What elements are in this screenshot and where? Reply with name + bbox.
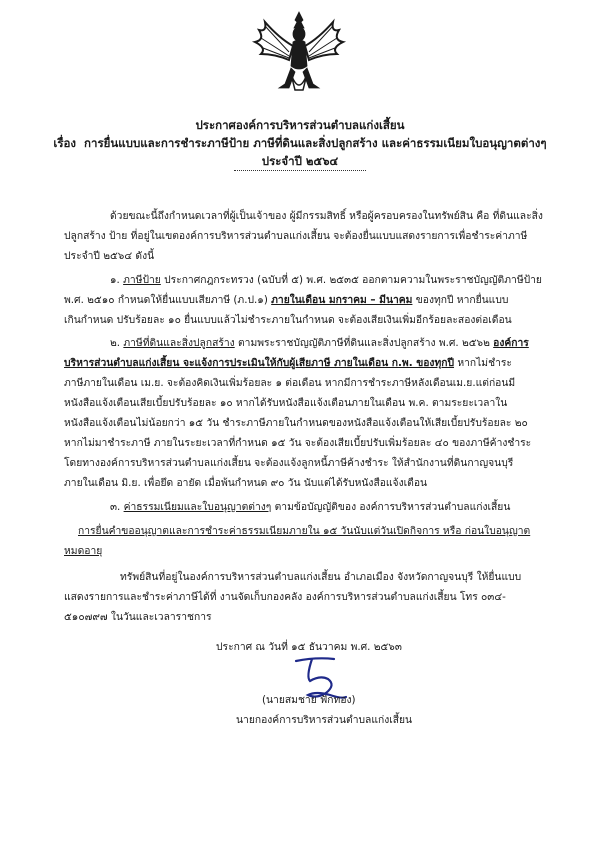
item2-line: ๒. ภาษีที่ดินและสิ่งปลูกสร้าง ตามพระราชบัญญัติภาษีที่ดินและสิ่งปลูกสร้าง พ.ศ. ๒๕๖๒ องค์การ bbox=[110, 337, 529, 349]
item1-period: ภายในเดือน มกราคม – มีนาคม bbox=[271, 294, 413, 306]
item3-line: การยื่นคำขออนุญาตและการชำระค่าธรรมเนียมภายใน ๑๕ วันนับแต่วันเปิดกิจการ หรือ ก่อนใบอนุญาต bbox=[78, 525, 531, 537]
announcement-subject bbox=[0, 134, 600, 152]
announcement-title: ประกาศองค์การบริหารส่วนตำบลแก่งเสี้ยน bbox=[195, 118, 405, 132]
header-divider bbox=[234, 170, 366, 171]
item2-line: หนังสือแจ้งเตือนเสียเบี้ยปรับร้อยละ ๑๐ หากได้รับหนังสือแจ้งเตือนภายในเดือน พ.ค. ตามระยะเวลาใน bbox=[64, 397, 508, 409]
announcement-year: ประจำปี ๒๕๖๔ bbox=[261, 154, 339, 168]
item2-line: หากไม่มาชำระภาษี ภายในระยะเวลาที่กำหนด ๑๕ วัน จะต้องเสียเบี้ยปรับเพิ่มร้อยละ ๔๐ ของภาษีค้างชำระ bbox=[64, 437, 532, 449]
item2-line: โดยทางองค์การบริหารส่วนตำบลแก่งเสี้ยน จะต้องแจ้งลูกหนี้ภาษีค้างชำระ ให้สำนักงานที่ดินกาญจนบุรี bbox=[64, 457, 514, 469]
item1-line: เกินกำหนด ปรับร้อยละ ๑๐ ยื่นแบบแล้วไม่ชำระภายในกำหนด จะต้องเสียเงินเพิ่มอีกร้อยละสองต่อเดือน bbox=[64, 314, 512, 326]
subject-label: เรื่อง bbox=[53, 136, 77, 150]
item2-line: ภาษีภายในเดือน เม.ย. จะต้องคิดเงินเพิ่มร้อยละ ๑ ต่อเดือน หากมีการชำระภาษีหลังเดือนเม.ย.แต่ก่อนมี bbox=[64, 377, 516, 389]
closing-line: ๕๑๐๗๙๗ ในวันและเวลาราชการ bbox=[64, 611, 212, 623]
item2-line: หนังสือแจ้งเตือนไม่น้อยกว่า ๑๕ วัน ชำระภาษีภายในกำหนดของหนังสือแจ้งเตือนให้เสียเบี้ยปรับร้อยละ ๒๐ bbox=[64, 417, 528, 429]
item3-label: ค่าธรรมเนียมและใบอนุญาตต่างๆ bbox=[123, 501, 272, 513]
closing-line: แสดงรายการและชำระค่าภาษีได้ที่ งานจัดเก็บกองคลัง องค์การบริหารส่วนตำบลแก่งเสี้ยน โทร ๐๓๔- bbox=[64, 591, 506, 603]
closing-line: ทรัพย์สินที่อยู่ในองค์การบริหารส่วนตำบลแก่งเสี้ยน อำเภอเมือง จังหวัดกาญจนบุรี ให้ยื่นแบบ bbox=[120, 571, 522, 583]
intro-line: ด้วยขณะนี้ถึงกำหนดเวลาที่ผู้เป็นเจ้าของ ผู้มีกรรมสิทธิ์ หรือผู้ครอบครองในทรัพย์สิน คือ ที่ดินและสิ่ง bbox=[110, 210, 543, 222]
announcement-date: ประกาศ ณ วันที่ ๑๕ ธันวาคม พ.ศ. ๒๕๖๓ bbox=[216, 641, 402, 653]
item3-line: ๓. ค่าธรรมเนียมและใบอนุญาตต่างๆ ตามข้อบัญญัติของ องค์การบริหารส่วนตำบลแก่งเสี้ยน bbox=[110, 501, 511, 513]
item2-line: ภายในเดือน มิ.ย. เพื่อยึด อายัด เมื่อพ้นกำหนด ๙๐ วัน นับแต่ได้รับหนังสือแจ้งเตือน bbox=[64, 477, 428, 489]
item1-line: พ.ศ. ๒๕๑๐ กำหนดให้ยื่นแบบเสียภาษี (ภ.ป.๑) ภายในเดือน มกราคม – มีนาคม ของทุกปี หากยื่นแบบ bbox=[64, 294, 509, 306]
garuda-emblem bbox=[251, 8, 347, 98]
intro-line: ประจำปี ๒๕๖๔ ดังนี้ bbox=[64, 250, 155, 262]
item2-notice: บริหารส่วนตำบลแก่งเสี้ยน จะแจ้งการประเมินให้กับผู้เสียภาษี ภายในเดือน ก.พ. ของทุกปี bbox=[64, 357, 455, 369]
subject-text: การยื่นแบบและการชำระภาษีป้าย ภาษีที่ดินและสิ่งปลูกสร้าง และค่าธรรมเนียมใบอนุญาตต่างๆ bbox=[84, 136, 547, 150]
item2-line: บริหารส่วนตำบลแก่งเสี้ยน จะแจ้งการประเมินให้กับผู้เสียภาษี ภายในเดือน ก.พ. ของทุกปี หากไม่ชำระ bbox=[64, 357, 512, 369]
item2-label: ภาษีที่ดินและสิ่งปลูกสร้าง bbox=[123, 337, 235, 349]
item1-label: ภาษีป้าย bbox=[123, 274, 161, 286]
item1-line: ๑. ภาษีป้าย ประกาศกฎกระทรวง (ฉบับที่ ๕) พ.ศ. ๒๕๓๕ ออกตามความในพระราชบัญญัติภาษีป้าย bbox=[110, 274, 542, 286]
intro-line: ปลูกสร้าง ป้าย ที่อยู่ในเขตองค์การบริหารส่วนตำบลแก่งเสี้ยน จะต้องยื่นแบบแสดงรายการเพื่อชำระค่าภาษี bbox=[64, 230, 528, 242]
signer-name: (นายสมชาย ฟักทอง) bbox=[262, 694, 356, 706]
signer-position: นายกองค์การบริหารส่วนตำบลแก่งเสี้ยน bbox=[236, 714, 413, 726]
item3-line: หมดอายุ bbox=[64, 545, 103, 557]
